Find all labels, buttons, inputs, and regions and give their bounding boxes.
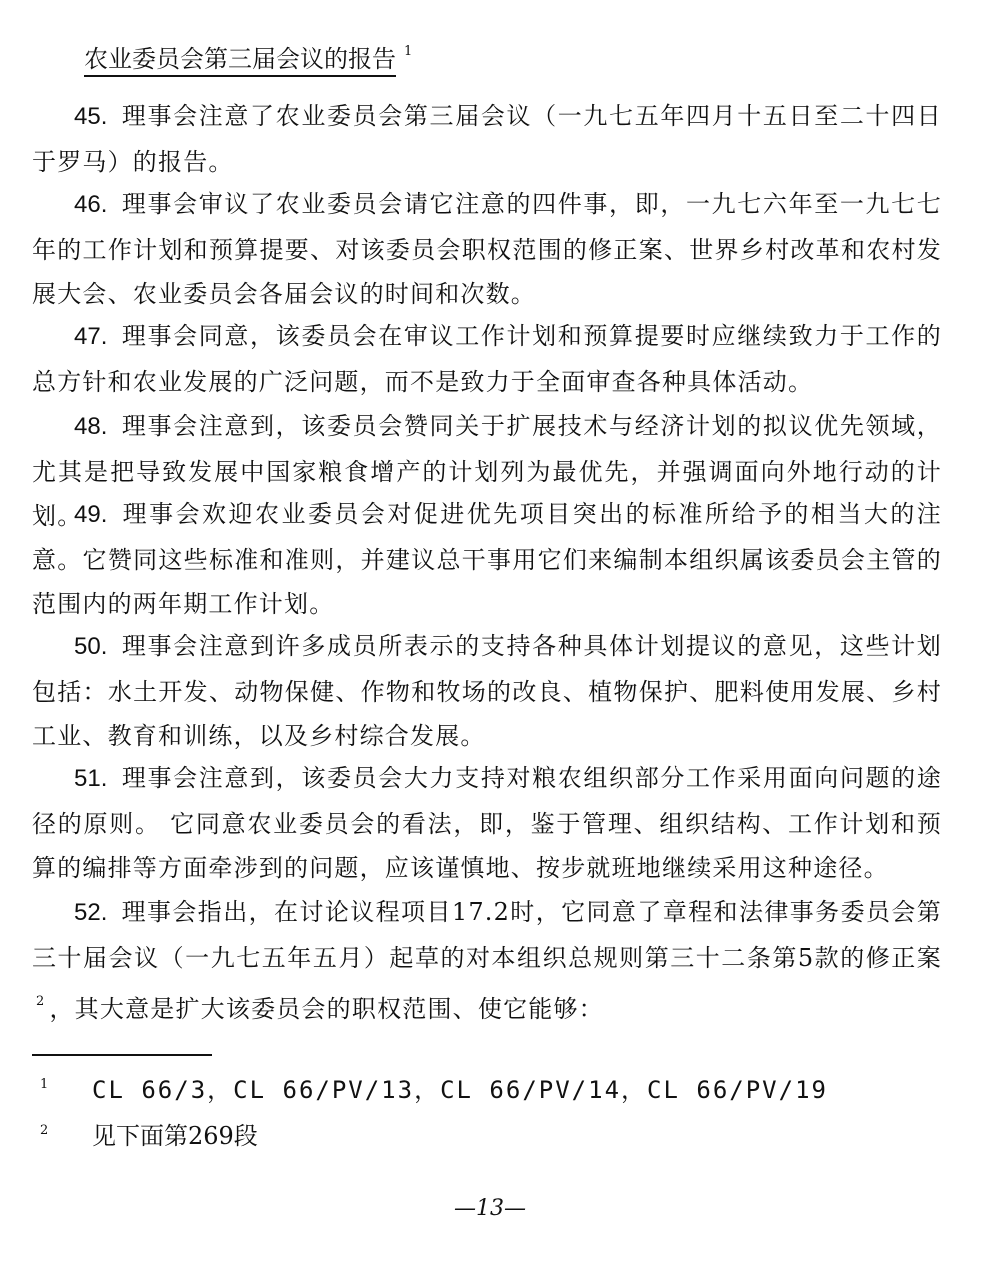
report-heading: [84, 36, 412, 75]
paragraph-number: 48.: [74, 413, 108, 440]
paragraph-text: 理事会注意到，该委员会大力支持对粮农组织部分工作采用面向问题的途径的原则。 它同意农业委员会的看法，即，鉴于管理、组织结构、工作计划和预算的编排等方面牵涉到的问题，应该谨慎地、按步就班地继续采用这种途径。: [32, 764, 942, 882]
paragraph-text: 理事会注意了农业委员会第三届会议（一九七五年四月十五日至二十四日于罗马）的报告。: [32, 102, 942, 176]
paragraph-47: [32, 314, 942, 404]
footnote-text: 见下面第269段: [92, 1122, 258, 1150]
paragraph-text-continued: ，其大意是扩大该委员会的职权范围、使它能够：: [49, 995, 604, 1023]
paragraph-49: [32, 492, 942, 627]
footnote-marker: 2: [40, 1123, 49, 1138]
title-footnote-marker: 1: [404, 44, 413, 59]
paragraph-number: 49.: [74, 501, 108, 528]
footnote-2: [32, 1114, 258, 1153]
paragraph-52: [32, 890, 942, 1032]
paragraph-number: 46.: [74, 191, 108, 218]
paragraph-number: 51.: [74, 765, 108, 792]
paragraph-text: 理事会指出，在讨论议程项目17.2时，它同意了章程和法律事务委员会第三十届会议（一九七五年五月）起草的对本组织总规则第三十二条第5款的修正案: [32, 898, 942, 972]
paragraph-45: [32, 94, 942, 184]
paragraph-number: 50.: [74, 633, 108, 660]
paragraph-50: [32, 624, 942, 759]
footnote-1: [32, 1068, 828, 1107]
paragraph-number: 45.: [74, 103, 108, 130]
paragraph-text: 理事会注意到，该委员会赞同关于扩展技术与经济计划的拟议优先领域，尤其是把导致发展中国家粮食增产的计划列为最优先，并强调面向外地行动的计划。: [32, 412, 942, 530]
paragraph-46: [32, 182, 942, 317]
paragraph-number: 52.: [74, 899, 108, 926]
paragraph-text: 理事会同意，该委员会在审议工作计划和预算提要时应继续致力于工作的总方针和农业发展的广泛问题，而不是致力于全面审查各种具体活动。: [32, 322, 942, 396]
paragraph-number: 47.: [74, 323, 108, 350]
paragraph-text: 理事会注意到许多成员所表示的支持各种具体计划提议的意见，这些计划包括：水土开发、动物保健、作物和牧场的改良、植物保护、肥料使用发展、乡村工业、教育和训练，以及乡村综合发展。: [32, 632, 942, 750]
page-title: 农业委员会第三届会议的报告: [84, 45, 396, 77]
page-number: —13—: [454, 1196, 526, 1221]
footnote-divider: [32, 1054, 212, 1056]
footnote-reference: 2: [36, 994, 46, 1009]
paragraph-51: [32, 756, 942, 891]
footnote-marker: 1: [40, 1077, 49, 1092]
footnote-text: CL 66/3，CL 66/PV/13，CL 66/PV/14，CL 66/PV/19: [92, 1076, 828, 1104]
paragraph-text: 理事会审议了农业委员会请它注意的四件事，即，一九七六年至一九七七年的工作计划和预算提要、对该委员会职权范围的修正案、世界乡村改革和农村发展大会、农业委员会各届会议的时间和次数。: [32, 190, 942, 308]
paragraph-text: 理事会欢迎农业委员会对促进优先项目突出的标准所给予的相当大的注意。它赞同这些标准和准则，并建议总干事用它们来编制本组织属该委员会主管的范围内的两年期工作计划。: [32, 500, 942, 618]
